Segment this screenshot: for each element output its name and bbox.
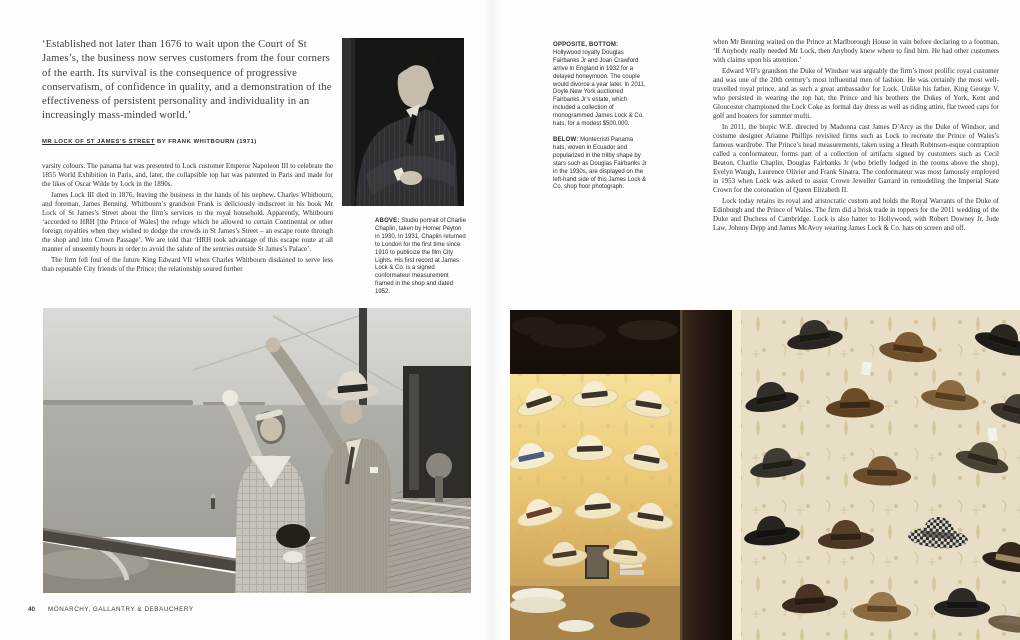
hat-shop-illustration	[510, 310, 1020, 640]
pull-quote: ‘Established not later than 1676 to wait upon the Court of St James’s, the business now serves customers from the four corners of the earth. Its survival is the consequence of progressive conservatism, of confidence in quality, and a demonstration of the effectiveness of persistent personality and individuality in an increasingly mass-minded world.’	[42, 39, 332, 122]
page-number: 40	[28, 606, 36, 613]
price-tag	[987, 428, 997, 442]
page-gutter	[482, 0, 506, 640]
caption-opposite-bottom: OPPOSITE, BOTTOM: Hollywood royalty Douglas Fairbanks Jr and Joan Crawford arrive in England in 1932 for a delayed honeymoon. The couple would divorce a year later. In 2011, Doyle New York auctioned Fairbanks Jr’s estate, which included a collection of monogrammed James Lock & Co. hats, for a modest $500,000.	[553, 42, 646, 128]
right-paragraph-3: In 2011, the biopic W.E. directed by Madonna cast James D’Arcy as the Duke of Windsor, and costume designer Arianne Phillips revisited firms such as Lock to recreate the Prince of Wales’s famous wardrobe. The Prince’s head measurements, taken using a Heath Robinson-esque contraption called a conformateur, forms part of a collection of artifacts signed by customers such as Cecil Beaton, Charlie Chaplin, Douglas Fairbanks Jr (who briefly lodged in the rooms above the shop), Evelyn Waugh, Laurence Olivier and Frank Sinatra. The conformateur was most famously employed in 1953 when Lock was asked to assist Crown Jeweller Garrard in remodelling the Imperial State Crown for the coronation of Queen Elizabeth II.	[713, 123, 999, 194]
right-paragraph-4: Lock today retains its royal and aristocratic custom and holds the Royal Warrants of the Duke of Edinburgh and the Prince of Wales. The firm did a brisk trade in toppers for the 2011 wedding of the Duke and Duchess of Cambridge. Lock is also hatter to Hollywood, with Robert Downey Jr, Jude Law, Johnny Depp and James McAvoy wearing James Lock & Co. hats on screen and off.	[713, 196, 999, 232]
photo-lock-shop-hats	[510, 310, 1020, 640]
attribution-book-title: MR LOCK OF ST JAMES’S STREET	[42, 139, 155, 145]
attribution-author: BY FRANK WHITBOURN (1971)	[154, 139, 257, 145]
left-paragraph-2: James Lock III died in 1876, leaving the business in the hands of his nephew, Charles Whitbourn, and foreman, James Benning. Whitbourn’s grandson Frank is deliciously indiscreet in his book Mr Lock of St James’s Street about the firm’s services to the royal household. Apparently, Whitbourn ‘accorded to HRH [the Prince of Wales] the refuge which he allowed to certain Continental or other foreign royalties when they wished to dodge the crowds in St James’s Street – an escape route through the shop and into Crown Passage’. We are told that ‘HRH took advantage of this escape route at all manner of unseemly hours in order to avoid the salute of the sentries outside St James’s Palace’.	[42, 191, 333, 253]
caption-above: ABOVE: Studio portrait of Charlie Chaplin, taken by Homer Peyton in 1930. In 1931, Chaplin returned to London for the first time since 1910 to publicize the film City Lights. His first record at James Lock & Co. is a signed conformateur measurement framed in the shop and dated 1952.	[375, 218, 466, 296]
photo-chaplin-portrait	[342, 38, 464, 206]
chaplin-portrait-illustration	[342, 38, 464, 206]
left-paragraph-3: The firm fell foul of the future King Edward VII when Charles Whitbourn disdained to serve less than reputable City friends of the Prince; the relationship soured further	[42, 256, 333, 273]
left-paragraph-1: varsity colours. The panama hat was presented to Lock customer Emperor Napoleon III to celebrate the 1855 World Exhibition in Paris, and, later, the collapsible top hat was patented in Paris and made for the likes of Oscar Wilde by Lock in the 1890s.	[42, 162, 333, 188]
photo-fairbanks-crawford-ship	[43, 308, 471, 593]
caption-below: BELOW: Montecristi Panama hats, woven in Ecuador and popularized in the trilby shape by stars such as Douglas Fairbanks Jr in the 1930s, are displayed on the left-hand side of this James Lock & Co. shop floor photograph.	[553, 136, 647, 191]
ship-couple-illustration	[43, 308, 471, 593]
page-footer	[28, 606, 194, 613]
price-tag	[861, 362, 872, 376]
chapter-title: MONARCHY, GALLANTRY & DEBAUCHERY	[48, 606, 194, 613]
right-body-text	[713, 38, 999, 233]
left-body-text	[42, 162, 333, 274]
caption-column	[553, 42, 647, 192]
display-pillar	[680, 310, 732, 640]
right-paragraph-1: when Mr Benning waited on the Prince at Marlborough House in vain before declaring to a footman, ‘If Anybody really needed Mr Lock, then Anybody knew where to find him. He had other customers with claims upon his attention.’	[713, 38, 999, 64]
quote-attribution	[42, 139, 257, 145]
right-paragraph-2: Edward VII’s grandson the Duke of Windsor was arguably the firm’s most prolific royal customer and was one of the 20th century’s most influential men of fashion. He was certainly the most well-travelled royal prince, and as such a great ambassador for Lock. Unlike his father, King George V, who persisted in wearing the top hat, the Prince and his brothers the Dukes of York, Kent and Gloucester championed the Lock Coke as formal day dress as well as riding attire, flat tweed caps for golf and boaters for summer mufti.	[713, 67, 999, 120]
